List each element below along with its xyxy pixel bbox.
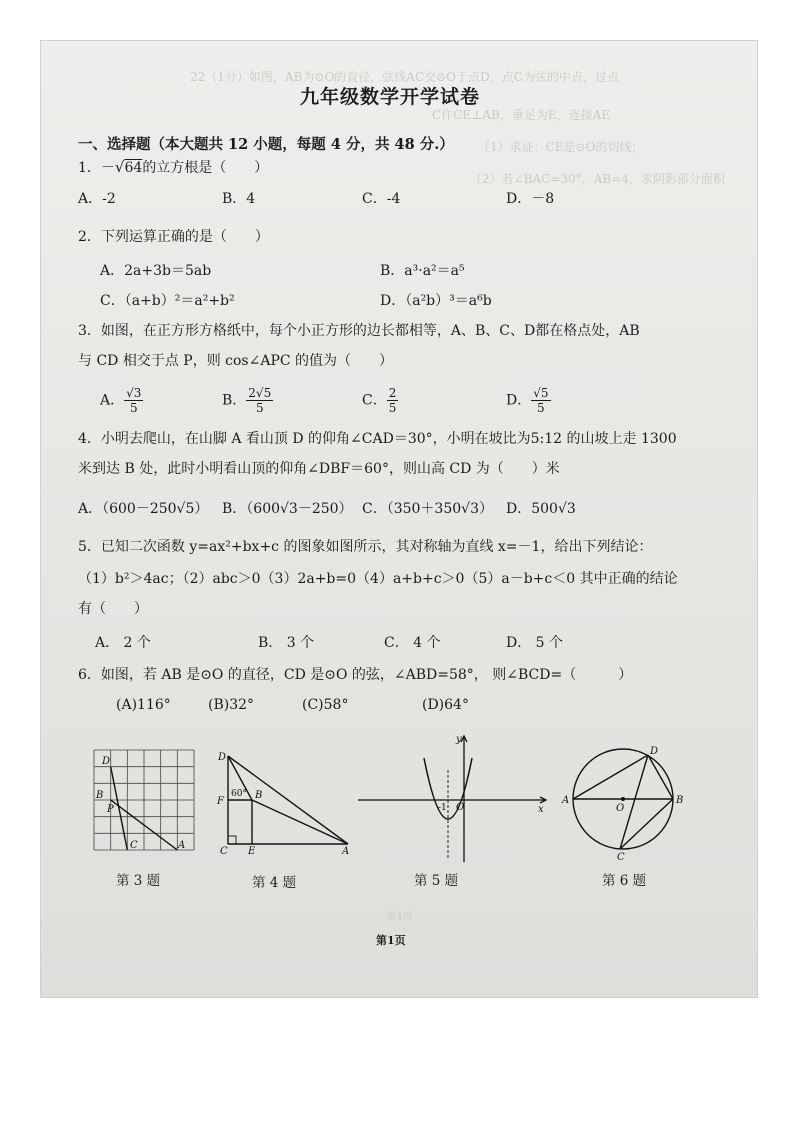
section-heading: 一、选择题（本大题共 12 小题，每题 4 分，共 48 分.） (78, 136, 454, 153)
q5-option-d[interactable]: D． 5 个 (506, 635, 564, 651)
fig5-label-neg1: -1 (438, 803, 447, 813)
caption-fig5: 第 5 题 (414, 873, 459, 889)
bleed-text-3: （1）求证：CE是⊙O的切线； (478, 140, 644, 154)
faint-page-label: 第4页 (386, 912, 413, 923)
q5-stem-line1: 5．已知二次函数 y=ax²+bx+c 的图象如图所示，其对称轴为直线 x=－1，给出下列结论： (78, 539, 653, 555)
fig4-label-angle: 60° (231, 789, 247, 799)
fig6-label-b: B (676, 795, 684, 806)
caption-fig3: 第 3 题 (116, 873, 161, 889)
fig4-label-b: B (255, 790, 263, 801)
fig4-label-e: E (248, 846, 256, 854)
q6-option-a[interactable]: (A)116° (116, 697, 171, 713)
figure-4-triangle (214, 748, 356, 854)
q4-option-c[interactable]: C．（350＋350√3） (362, 501, 493, 517)
fig5-label-y: y (456, 734, 462, 745)
fig6-label-c: C (617, 852, 625, 860)
q1-option-c[interactable]: C．-4 (362, 191, 401, 207)
q4-option-b[interactable]: B．（600√3－250） (222, 501, 353, 517)
q3-option-a[interactable]: A． $\frac{√3}{5}$ (100, 386, 142, 415)
fig3-label-a: A (178, 840, 186, 851)
q5-option-a[interactable]: A． 2 个 (95, 635, 151, 651)
q6-option-c[interactable]: (C)58° (302, 697, 349, 713)
q2-option-d[interactable]: D．（a²b）³＝a⁶b (380, 293, 492, 309)
fig4-label-c: C (220, 846, 228, 854)
q2-option-c[interactable]: C．（a+b）²＝a²+b² (100, 293, 235, 309)
fig5-label-x: x (538, 804, 544, 815)
page-title: 九年级数学开学试卷 (300, 86, 481, 108)
q3-option-c[interactable]: C． $\frac{2}{5}$ (362, 386, 397, 415)
q1-stem: 1．－√64的立方根是（ ） (78, 158, 269, 176)
q1-option-a[interactable]: A．-2 (78, 191, 116, 207)
caption-fig4: 第 4 题 (252, 875, 297, 891)
q1-option-b[interactable]: B．4 (222, 191, 256, 207)
q1-option-d[interactable]: D．－8 (506, 191, 555, 207)
fig4-label-d: D (218, 752, 227, 763)
fig6-label-a: A (562, 795, 570, 806)
caption-fig6: 第 6 题 (602, 873, 647, 889)
q3-stem-line1: 3．如图，在正方形方格纸中，每个小正方形的边长都相等，A、B、C、D都在格点处，AB (78, 323, 640, 339)
exam-sheet (40, 40, 758, 998)
fig3-label-d: D (102, 756, 111, 767)
figure-6-circle (560, 742, 688, 860)
q2-option-b[interactable]: B．a³·a²＝a⁵ (380, 263, 465, 279)
q2-option-a[interactable]: A．2a+3b＝5ab (100, 263, 212, 279)
q4-stem-line1: 4．小明去爬山，在山脚 A 看山顶 D 的仰角∠CAD＝30°，小明在坡比为5:12 的山坡上走 1300 (78, 431, 677, 447)
fig3-label-c: C (130, 840, 138, 851)
q2-stem: 2．下列运算正确的是（ ） (78, 229, 269, 245)
q4-option-d[interactable]: D．500√3 (506, 501, 576, 517)
fig3-label-p: P (107, 804, 114, 815)
q4-option-a[interactable]: A．（600－250√5） (78, 501, 209, 517)
q6-stem: 6．如图，若 AB 是⊙O 的直径，CD 是⊙O 的弦，∠ABD=58°， 则∠BCD=（ ） (78, 667, 633, 683)
fig4-label-f: F (217, 796, 224, 807)
figure-3-grid (90, 746, 200, 854)
q6-option-b[interactable]: (B)32° (208, 697, 255, 713)
figure-5-parabola (352, 730, 552, 866)
bleed-text-1: 22（1分）如图，AB为⊙O的直径，弦线AC交⊙O于点D，点C为弦的中点，过点 (190, 70, 619, 84)
q4-stem-line2: 米到达 B 处，此时小明看山顶的仰角∠DBF＝60°，则山高 CD 为（ ）米 (78, 461, 560, 477)
bleed-text-4: （2）若∠BAC=30°，AB=4，求阴影部分面积 (470, 172, 725, 186)
fig6-label-d: D (650, 746, 659, 757)
q3-option-d[interactable]: D． $\frac{√5}{5}$ (506, 386, 549, 415)
q5-stem-line3: 有（ ） (78, 601, 148, 617)
fig5-label-o: O (456, 802, 465, 813)
fig6-label-o: O (616, 803, 625, 814)
bleed-text-2: C作CE⊥AB，垂足为E，连接AE (432, 108, 611, 122)
q3-stem-line2: 与 CD 相交于点 P，则 cos∠APC 的值为（ ） (78, 353, 394, 369)
q6-option-d[interactable]: (D)64° (422, 697, 469, 713)
q5-stem-line2: （1）b²＞4ac；（2）abc＞0（3）2a+b=0（4）a+b+c＞0（5）a－b+c＜0 其中正确的结论 (78, 571, 678, 587)
fig3-label-b: B (96, 790, 104, 801)
q5-option-b[interactable]: B． 3 个 (258, 635, 315, 651)
q5-option-c[interactable]: C． 4 个 (384, 635, 441, 651)
fig4-label-a: A (342, 846, 350, 854)
page-number: 第1页 (376, 934, 406, 947)
q3-option-b[interactable]: B． $\frac{2√5}{5}$ (222, 386, 272, 415)
